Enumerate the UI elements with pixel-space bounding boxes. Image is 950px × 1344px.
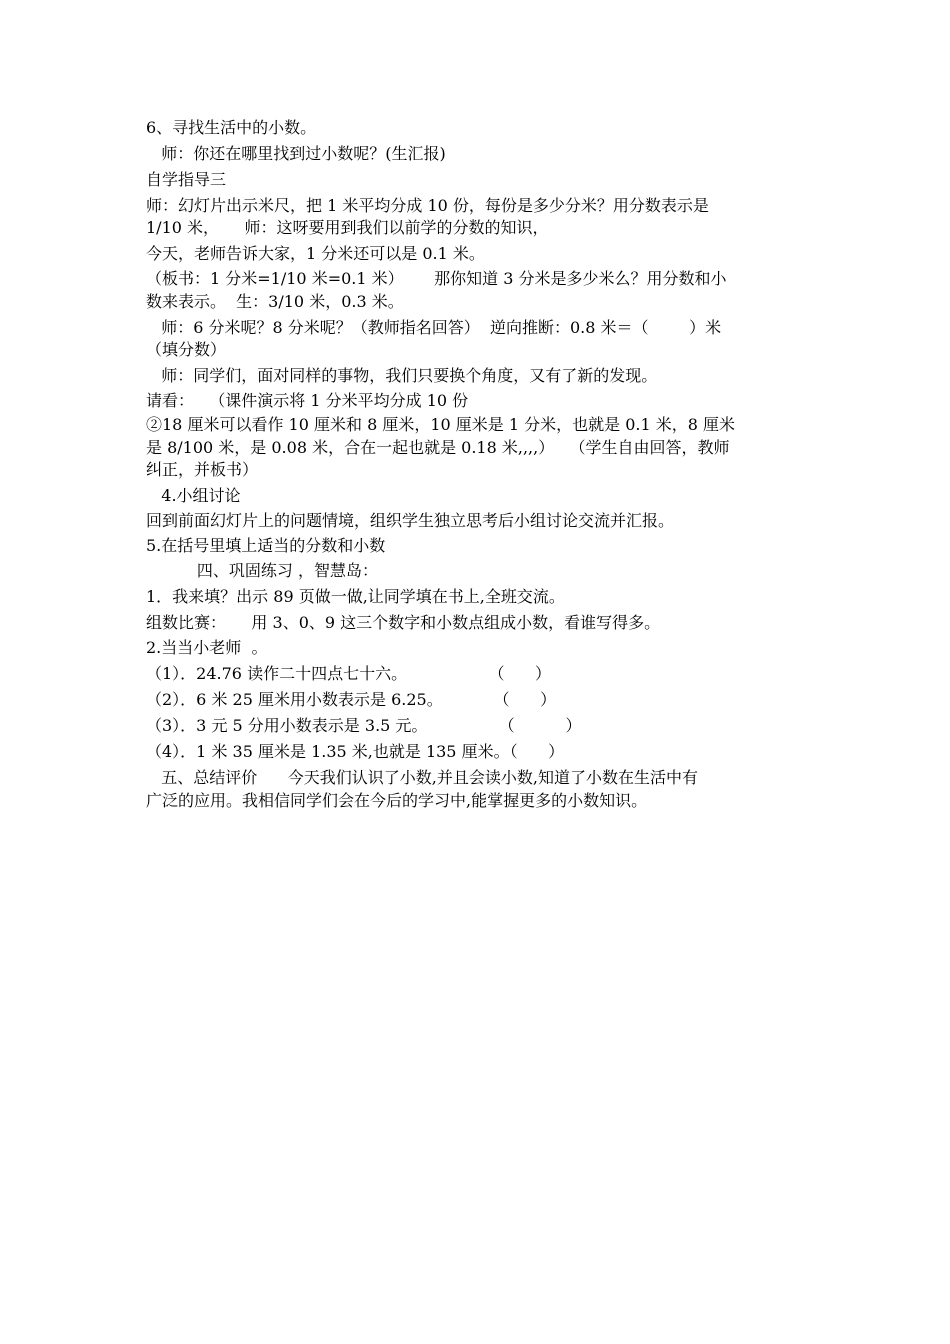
text-line-5: 1/10 米， 师：这呀要用到我们以前学的分数的知识，: [146, 218, 549, 237]
text-line-7: （板书：1 分米=1/10 米=0.1 米） 那你知道 3 分米是多少米么？用分数和小: [146, 269, 727, 288]
text-line-19: 四、巩固练习 ，智慧岛：: [146, 561, 378, 580]
text-line-1: 6、寻找生活中的小数。: [146, 118, 317, 137]
text-line-2: 师：你还在哪里找到过小数呢？(生汇报): [146, 144, 446, 163]
text-line-25: （3）．3 元 5 分用小数表示是 3.5 元。 （ ）: [146, 716, 582, 735]
text-line-27: 五、总结评价 今天我们认识了小数,并且会读小数,知道了小数在生活中有: [146, 768, 698, 787]
text-line-6: 今天，老师告诉大家，1 分米还可以是 0.1 米。: [146, 244, 485, 263]
text-line-13: ②18 厘米可以看作 10 厘米和 8 厘米，10 厘米是 1 分米，也就是 0.1 米，8 厘米: [146, 415, 736, 434]
text-line-16: 4.小组讨论: [146, 486, 241, 505]
text-line-28: 广泛的应用。我相信同学们会在今后的学习中,能掌握更多的小数知识。: [146, 791, 648, 810]
text-line-18: 5.在括号里填上适当的分数和小数: [146, 536, 386, 555]
text-line-21: 组数比赛： 用 3、0、9 这三个数字和小数点组成小数，看谁写得多。: [146, 613, 661, 632]
text-line-26: （4）．1 米 35 厘米是 1.35 米,也就是 135 厘米。（ ）: [146, 742, 565, 761]
text-line-23: （1）．24.76 读作二十四点七十六。 （ ）: [146, 664, 551, 683]
text-line-8: 数来表示。 生：3/10 米，0.3 米。: [146, 292, 404, 311]
text-line-12: 请看： （课件演示将 1 分米平均分成 10 份: [146, 391, 469, 410]
text-line-4: 师：幻灯片出示米尺，把 1 米平均分成 10 份，每份是多少分米？用分数表示是: [146, 196, 709, 215]
text-line-20: 1．我来填？出示 89 页做一做,让同学填在书上,全班交流。: [146, 587, 565, 606]
text-line-14: 是 8/100 米，是 0.08 米，合在一起也就是 0.18 米,,,,） （学生自由回答，教师: [146, 438, 730, 457]
text-line-15: 纠正，并板书）: [146, 460, 259, 479]
text-line-11: 师：同学们，面对同样的事物，我们只要换个角度，又有了新的发现。: [146, 366, 658, 385]
text-line-9: 师：6 分米呢？8 分米呢？（教师指名回答） 逆向推断：0.8 米＝（ ）米: [146, 318, 722, 337]
text-line-17: 回到前面幻灯片上的问题情境，组织学生独立思考后小组讨论交流并汇报。: [146, 511, 675, 530]
text-line-10: （填分数）: [146, 340, 227, 359]
text-line-3: 自学指导三: [146, 170, 227, 189]
text-line-24: （2）．6 米 25 厘米用小数表示是 6.25。 （ ）: [146, 690, 557, 709]
text-line-22: 2.当当小老师 。: [146, 638, 268, 657]
